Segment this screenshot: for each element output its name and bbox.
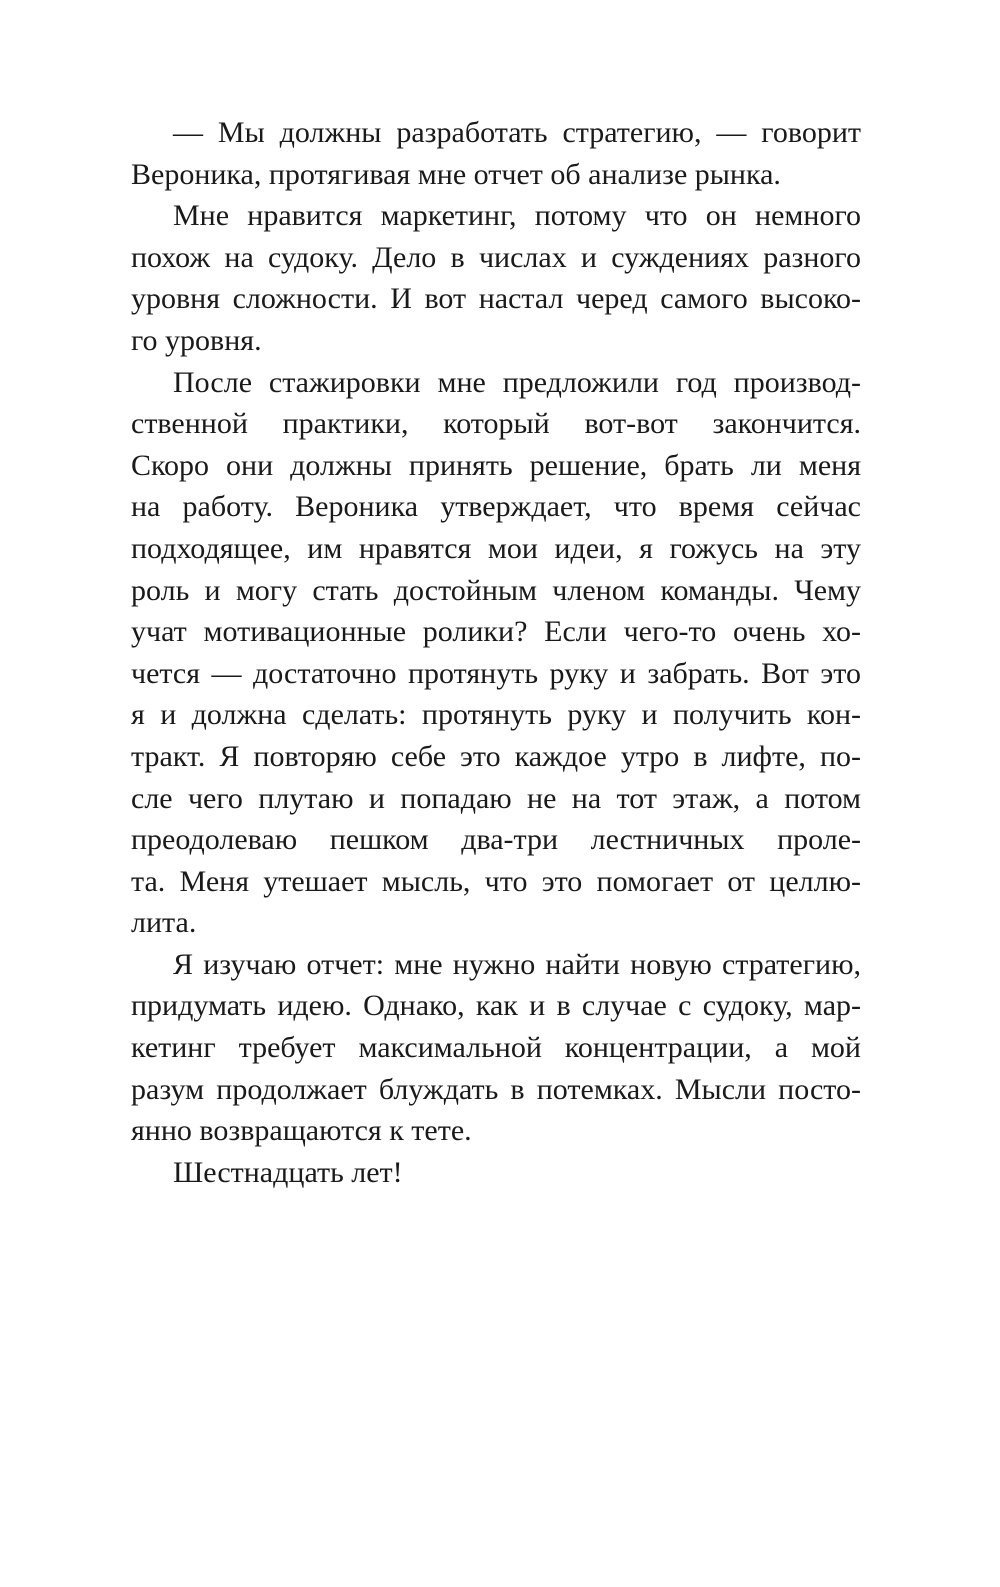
text-line: уровня сложности. И вот настал черед самого высоко- <box>131 282 861 316</box>
text-line: чется — достаточно протянуть руку и забрать. Вот это <box>131 656 861 690</box>
text-line: роль и могу стать достойным членом команды. Чему <box>131 573 861 607</box>
text-line: Вероника, протягивая мне отчет об анализе рынка. <box>131 157 781 191</box>
text-line: кетинг требует максимальной концентрации, а мой <box>131 1031 861 1065</box>
text-line: Мне нравится маркетинг, потому что он немного <box>173 199 861 233</box>
text-line: Скоро они должны принять решение, брать ли меня <box>131 448 861 482</box>
text-line: Я изучаю отчет: мне нужно найти новую стратегию, <box>173 947 861 981</box>
text-line: на работу. Вероника утверждает, что время сейчас <box>131 490 861 524</box>
body-text <box>131 112 861 1193</box>
text-line: тракт. Я повторяю себе это каждое утро в лифте, по- <box>131 739 861 773</box>
paragraph-1 <box>131 112 861 195</box>
text-line: подходящее, им нравятся мои идеи, я гожусь на эту <box>131 531 861 565</box>
text-line: Шестнадцать лет! <box>173 1155 403 1189</box>
paragraph-5 <box>131 1152 861 1194</box>
text-line: лита. <box>131 906 197 940</box>
text-line: преодолеваю пешком два-три лестничных проле- <box>131 823 861 857</box>
text-line: я и должна сделать: протянуть руку и получить кон- <box>131 698 861 732</box>
paragraph-2 <box>131 195 861 361</box>
text-line: учат мотивационные ролики? Если чего-то очень хо- <box>131 615 861 649</box>
text-line: ственной практики, который вот-вот закончится. <box>131 407 861 441</box>
text-line: та. Меня утешает мысль, что это помогает от целлю- <box>131 864 861 898</box>
text-line: После стажировки мне предложили год производ- <box>173 365 861 399</box>
text-line: — Мы должны разработать стратегию, — говорит <box>173 116 861 149</box>
paragraph-3 <box>131 362 861 944</box>
text-line: сле чего плутаю и попадаю не на тот этаж, а потом <box>131 781 861 815</box>
text-line: го уровня. <box>131 323 262 357</box>
text-line: придумать идею. Однако, как и в случае с судоку, мар- <box>131 989 861 1023</box>
text-line: похож на судоку. Дело в числах и суждениях разного <box>131 240 861 274</box>
text-line: янно возвращаются к тете. <box>131 1114 472 1148</box>
text-line: разум продолжает блуждать в потемках. Мысли посто- <box>131 1072 861 1106</box>
paragraph-4 <box>131 944 861 1152</box>
